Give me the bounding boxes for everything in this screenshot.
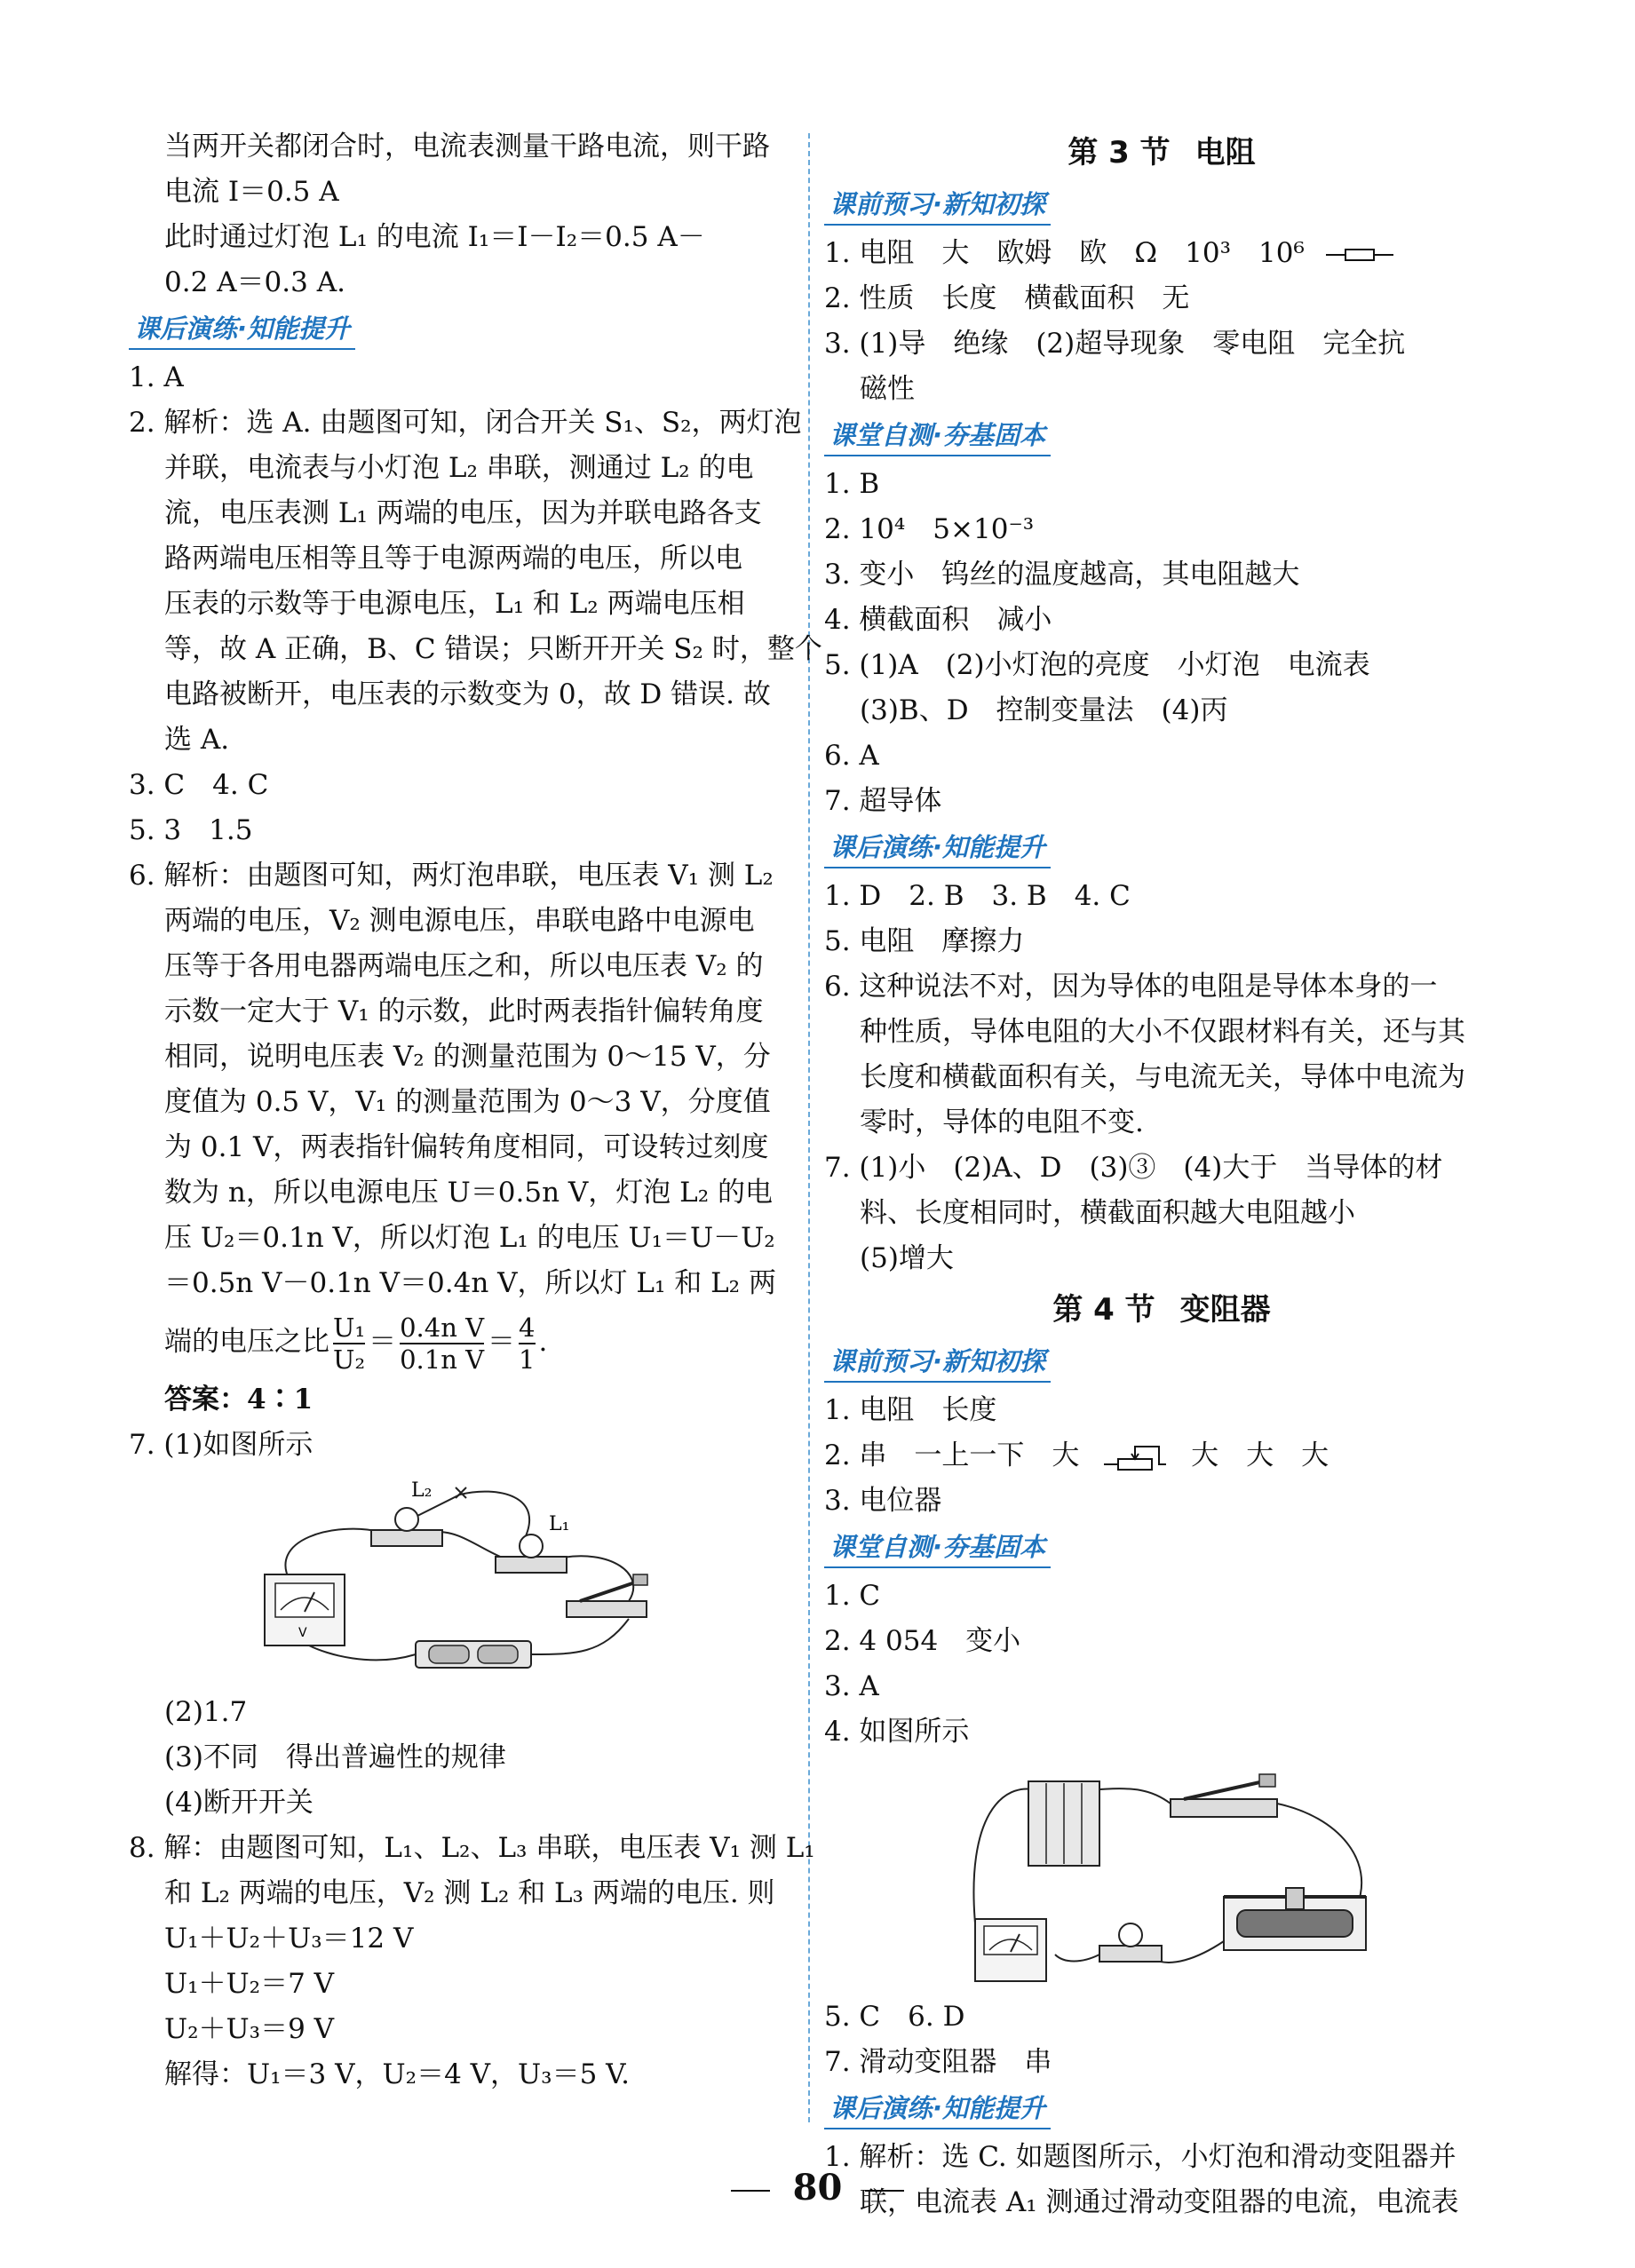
text-line: 磁性 [860, 373, 915, 405]
answer-line: 1. 解析：选 C. 如题图所示，小灯泡和滑动变阻器并 [824, 2141, 1456, 2173]
text-line: (3)不同 得出普遍性的规律 [164, 1741, 506, 1773]
answer-line: 1. D 2. B 3. B 4. C [824, 880, 1131, 912]
section-title [824, 1281, 1499, 1338]
text-line: 料、长度相同时，横截面积越大电阻越小 [860, 1197, 1355, 1229]
answer-text: 答案：4∶1 [164, 1384, 314, 1416]
text-line: 路两端电压相等且等于电源两端的电压，所以电 [164, 543, 742, 575]
answer-line: 7. 滑动变阻器 串 [824, 2046, 1052, 2078]
section-heading: 课堂自测·夯基固本 [824, 416, 1051, 456]
section-number: 第 4 节 [1052, 1292, 1155, 1328]
text-line: (4)断开开关 [164, 1787, 314, 1819]
resistor-symbol-icon [1326, 246, 1393, 264]
text-line: 压等于各用电器两端电压之和，所以电压表 V₂ 的 [164, 950, 764, 982]
answer-line: 5. C 6. D [824, 2001, 965, 2033]
rheostat-symbol-icon [1104, 1443, 1166, 1471]
fraction [400, 1312, 484, 1375]
section-name: 变阻器 [1179, 1292, 1271, 1328]
answer-line [824, 1433, 1499, 1479]
text-line: 此时通过灯泡 L₁ 的电流 I₁＝I－I₂＝0.5 A－ [164, 221, 705, 253]
section-heading: 课后演练·知能提升 [824, 828, 1051, 868]
ratio-prefix: 端的电压之比 [164, 1326, 329, 1358]
column-divider [808, 133, 810, 2122]
section-title [824, 124, 1499, 181]
period: . [538, 1326, 548, 1358]
text-line: 数为 n，所以电源电压 U＝0.5n V，灯泡 L₂ 的电 [164, 1177, 774, 1209]
answer-line: 8. 解：由题图可知，L₁、L₂、L₃ 串联，电压表 V₁ 测 L₁ [129, 1832, 815, 1864]
ratio-line [129, 1306, 790, 1377]
answer-line: 3. A [824, 1670, 879, 1702]
answer-line [824, 231, 1499, 276]
section-heading: 课后演练·知能提升 [129, 309, 355, 350]
text-line: U₁＋U₂＝7 V [164, 1968, 335, 2000]
section-heading: 课堂自测·夯基固本 [824, 1527, 1051, 1568]
answer-line: 1. B [824, 468, 880, 500]
answer-text: 大 大 大 [1191, 1439, 1329, 1471]
section-heading: 课后演练·知能提升 [824, 2089, 1051, 2129]
circuit-figure-rheostat [931, 1764, 1393, 1986]
text-line: 度值为 0.5 V，V₁ 的测量范围为 0～3 V，分度值 [164, 1086, 771, 1118]
text-line: (2)1.7 [164, 1696, 248, 1728]
text-line: (5)增大 [860, 1242, 954, 1274]
text-line: 长度和横截面积有关，与电流无关，导体中电流为 [860, 1061, 1465, 1093]
text-line: ＝0.5n V－0.1n V＝0.4n V，所以灯 L₁ 和 L₂ 两 [164, 1267, 776, 1299]
section-name: 电阻 [1195, 135, 1256, 170]
text-line: 选 A. [164, 724, 230, 756]
fraction-denominator: 1 [519, 1344, 536, 1375]
answer-line: 7. (1)如图所示 [129, 1429, 314, 1461]
answer-line: 6. 这种说法不对，因为导体的电阻是导体本身的一 [824, 971, 1438, 1003]
text-line: U₁＋U₂＋U₃＝12 V [164, 1923, 414, 1955]
answer-line: 2. 10⁴ 5×10⁻³ [824, 513, 1035, 545]
label-l2: L₂ [410, 1479, 432, 1502]
fraction [519, 1312, 535, 1375]
answer-line: 1. A [129, 361, 184, 393]
answer-line: 2. 4 054 变小 [824, 1625, 1021, 1657]
text-line: 电流 I＝0.5 A [164, 176, 339, 208]
answer-line: 6. 解析：由题图可知，两灯泡串联，电压表 V₁ 测 L₂ [129, 860, 774, 892]
answer-line: 4. 如图所示 [824, 1716, 970, 1748]
dash-right [865, 2190, 904, 2192]
text-line: 0.2 A＝0.3 A. [164, 266, 345, 298]
answer-text: 2. 串 一上一下 大 [824, 1439, 1080, 1471]
answer-line: 3. (1)导 绝缘 (2)超导现象 零电阻 完全抗 [824, 328, 1406, 360]
answer-line: 1. C [824, 1580, 881, 1612]
text-line: 当两开关都闭合时，电流表测量干路电流，则干路 [164, 131, 770, 163]
page-number: 80 [792, 2167, 843, 2209]
text-line: 相同，说明电压表 V₂ 的测量范围为 0～15 V，分 [164, 1041, 771, 1073]
text-line: 压表的示数等于电源电压，L₁ 和 L₂ 两端电压相 [164, 588, 745, 620]
answer-line: 3. 变小 钨丝的温度越高，其电阻越大 [824, 559, 1300, 591]
answer-line: 2. 性质 长度 横截面积 无 [824, 282, 1190, 314]
fraction-numerator: 4 [519, 1312, 536, 1343]
left-column [129, 124, 822, 2098]
equals-sign: ＝ [488, 1326, 516, 1358]
text-line: 示数一定大于 V₁ 的示数，此时两表指针偏转角度 [164, 995, 764, 1027]
page-number-footer [0, 2167, 1635, 2209]
fraction [333, 1312, 365, 1375]
answer-line: 5. (1)A (2)小灯泡的亮度 小灯泡 电流表 [824, 649, 1370, 681]
answer-line: 7. (1)小 (2)A、D (3)③ (4)大于 当导体的材 [824, 1152, 1443, 1184]
fraction-numerator: 0.4n V [400, 1312, 485, 1343]
text-line: 零时，导体的电阻不变. [860, 1106, 1144, 1138]
label-l1: L₁ [548, 1513, 569, 1535]
text-line: (3)B、D 控制变量法 (4)丙 [860, 694, 1228, 726]
section-heading: 课前预习·新知初探 [824, 1342, 1051, 1383]
text-line: 联，电流表 A₁ 测通过滑动变阻器的电流，电流表 [860, 2186, 1459, 2218]
answer-line: 5. 电阻 摩擦力 [824, 925, 1025, 957]
text-line: 和 L₂ 两端的电压，V₂ 测 L₂ 和 L₃ 两端的电压. 则 [164, 1877, 775, 1909]
answer-line: 5. 3 1.5 [129, 814, 253, 846]
fraction-denominator: U₂ [333, 1344, 366, 1375]
right-column [824, 124, 1499, 2225]
answer-line: 4. 横截面积 减小 [824, 604, 1052, 636]
text-line: 等，故 A 正确，B、C 错误；只断开开关 S₂ 时，整个 [164, 633, 822, 665]
text-line: 两端的电压，V₂ 测电源电压，串联电路中电源电 [164, 905, 755, 937]
text-line: 为 0.1 V，两表指针偏转角度相同，可设转过刻度 [164, 1131, 769, 1163]
circuit-figure-series-lamps [229, 1477, 691, 1681]
answer-line: 3. 电位器 [824, 1485, 942, 1517]
text-line: U₂＋U₃＝9 V [164, 2013, 335, 2045]
dash-left [731, 2190, 770, 2192]
answer-text: 1. 电阻 大 欧姆 欧 Ω 10³ 10⁶ [824, 237, 1305, 269]
answer-line: 6. A [824, 740, 879, 772]
section-heading: 课前预习·新知初探 [824, 185, 1051, 226]
text-line: 流，电压表测 L₁ 两端的电压，因为并联电路各支 [164, 497, 762, 529]
text-line: 并联，电流表与小灯泡 L₂ 串联，测通过 L₂ 的电 [164, 452, 754, 484]
fraction-numerator: U₁ [333, 1312, 366, 1343]
text-line: 压 U₂＝0.1n V，所以灯泡 L₁ 的电压 U₁＝U－U₂ [164, 1222, 775, 1254]
equals-sign: ＝ [369, 1326, 397, 1358]
text-line: 解得：U₁＝3 V，U₂＝4 V，U₃＝5 V. [164, 2058, 630, 2090]
svg-text:V: V [298, 1626, 307, 1640]
section-number: 第 3 节 [1068, 135, 1171, 170]
answer-line: 7. 超导体 [824, 785, 942, 817]
text-line: 电路被断开，电压表的示数变为 0，故 D 错误. 故 [164, 678, 771, 710]
answer-line: 3. C 4. C [129, 769, 269, 801]
answer-line: 2. 解析：选 A. 由题图可知，闭合开关 S₁、S₂，两灯泡 [129, 407, 802, 439]
fraction-denominator: 0.1n V [400, 1344, 485, 1375]
answer-line: 1. 电阻 长度 [824, 1394, 997, 1426]
text-line: 种性质，导体电阻的大小不仅跟材料有关，还与其 [860, 1016, 1465, 1048]
